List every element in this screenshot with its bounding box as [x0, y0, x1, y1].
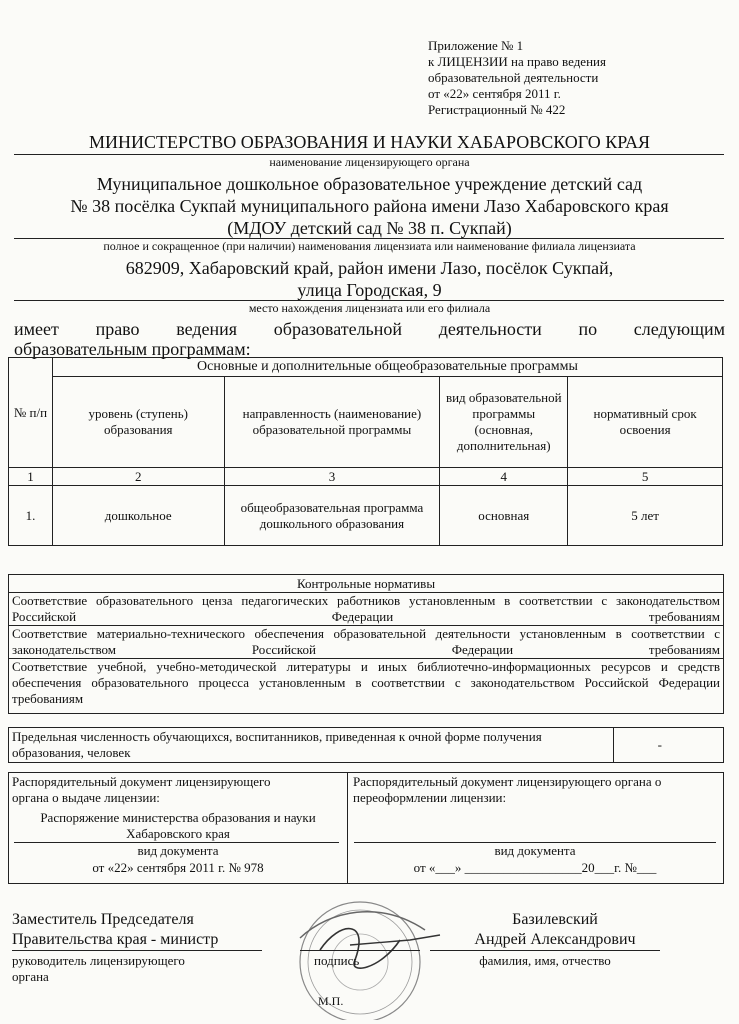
licensee-line: (МДОУ детский сад № 38 п. Сукпай)	[227, 218, 512, 238]
appendix-block	[428, 38, 728, 118]
control-header: Контрольные нормативы	[9, 575, 723, 593]
control-item: Соответствие материально-технического обеспечения образовательной деятельности установленным в соответствии с законодательством Российской Федерации требованиям	[9, 626, 723, 659]
appendix-line: образовательной деятельности	[428, 70, 599, 85]
intro-word: ведения	[176, 319, 238, 339]
issue-doc-date: от «22» сентября 2011 г. № 978	[92, 860, 264, 875]
row-type: основная	[440, 486, 568, 546]
headcount-value: -	[657, 737, 662, 752]
row-direction: общеобразовательная программа дошкольного образования	[224, 486, 440, 546]
col-level-header: уровень (ступень) образования	[52, 377, 224, 468]
reissue-doc-title: Распорядительный документ лицензирующего органа о переоформлении лицензии:	[353, 774, 662, 805]
signatory-position	[12, 910, 272, 950]
role-caption: руководитель лицензирующего органа	[12, 953, 185, 984]
intro-word: имеет	[14, 319, 59, 339]
sign-caption: подпись	[314, 953, 360, 968]
reissue-doc-date: от «___» __________________20___г. №___	[413, 860, 657, 875]
issue-doc-line: Хабаровского края	[126, 826, 230, 841]
control-item: Соответствие учебной, учебно-методической литературы и иных библиотечно-информационных ресурсов и средств обеспечения образовательного процесса установленным в соответствии с законодательством Российской Федерации требованиям	[12, 659, 720, 706]
name-caption: фамилия, имя, отчество	[479, 953, 611, 968]
col-term-header: нормативный срок освоения	[568, 377, 723, 468]
issue-doc-caption: вид документа	[137, 843, 219, 858]
appendix-line: Приложение № 1	[428, 38, 524, 53]
row-num: 1.	[9, 486, 53, 546]
appendix-line: к ЛИЦЕНЗИИ на право ведения	[428, 54, 606, 69]
issue-doc-line: Распоряжение министерства образования и науки	[40, 810, 316, 825]
intro-text	[14, 318, 725, 360]
intro-word: по	[578, 319, 598, 339]
col-num-header: № п/п	[9, 358, 53, 468]
col-number: 5	[568, 468, 723, 486]
control-item: Соответствие образовательного ценза педагогических работников установленным в соответствии с законодательством Российской Федерации требованиям	[9, 593, 723, 626]
intro-word: образовательной	[273, 319, 403, 339]
licensee-name	[14, 173, 725, 239]
headcount-box	[8, 727, 724, 763]
signatory-name	[420, 910, 690, 950]
address-line: улица Городская, 9	[297, 280, 442, 300]
address-line: 682909, Хабаровский край, район имени Лазо, посёлок Сукпай,	[125, 258, 614, 278]
divider	[430, 950, 660, 951]
control-norms	[8, 574, 724, 714]
position-line: Правительства края - министр	[12, 931, 219, 948]
reissue-doc-caption: вид документа	[494, 843, 576, 858]
appendix-line: от «22» сентября 2011 г.	[428, 86, 561, 101]
issue-doc-title: Распорядительный документ лицензирующего органа о выдаче лицензии:	[12, 774, 271, 805]
authority-caption: наименование лицензирующего органа	[269, 155, 470, 169]
licensee-line: № 38 посёлка Сукпай муниципального района имени Лазо Хабаровского края	[70, 196, 669, 216]
name-line: Базилевский	[512, 911, 598, 928]
group-header: Основные и дополнительные общеобразовательные программы	[52, 358, 722, 377]
intro-line-1	[14, 318, 725, 340]
intro-line-2: образовательным программам:	[14, 339, 251, 359]
authority-name: МИНИСТЕРСТВО ОБРАЗОВАНИЯ И НАУКИ ХАБАРОВСКОГО КРАЯ	[89, 132, 650, 152]
appendix-line: Регистрационный № 422	[428, 102, 566, 117]
intro-word: деятельности	[438, 319, 542, 339]
stamp-caption: М.П.	[318, 994, 344, 1008]
licensee-caption: полное и сокращенное (при наличии) наименования лицензиата или наименование филиала лицензиата	[103, 239, 636, 253]
address-caption: место нахождения лицензиата или его филиала	[248, 301, 491, 315]
name-line: Андрей Александрович	[474, 931, 636, 948]
documents-box	[8, 772, 724, 884]
divider	[12, 950, 262, 951]
position-line: Заместитель Председателя	[12, 911, 194, 928]
address	[14, 257, 725, 301]
col-type-header: вид образовательной программы (основная, дополнительная)	[440, 377, 568, 468]
col-number: 1	[9, 468, 53, 486]
col-number: 3	[224, 468, 440, 486]
headcount-label: Предельная численность обучающихся, воспитанников, приведенная к очной форме получения образования, человек	[12, 729, 542, 760]
licensee-line: Муниципальное дошкольное образовательное учреждение детский сад	[96, 174, 643, 194]
col-direction-header: направленность (наименование) образовательной программы	[224, 377, 440, 468]
table-row	[9, 486, 723, 546]
programs-table	[8, 357, 723, 546]
documents-divider	[347, 773, 348, 883]
row-term: 5 лет	[568, 486, 723, 546]
divider	[300, 950, 420, 951]
col-number: 2	[52, 468, 224, 486]
intro-word: право	[95, 319, 140, 339]
col-number: 4	[440, 468, 568, 486]
row-level: дошкольное	[52, 486, 224, 546]
intro-word: следующим	[633, 319, 725, 339]
